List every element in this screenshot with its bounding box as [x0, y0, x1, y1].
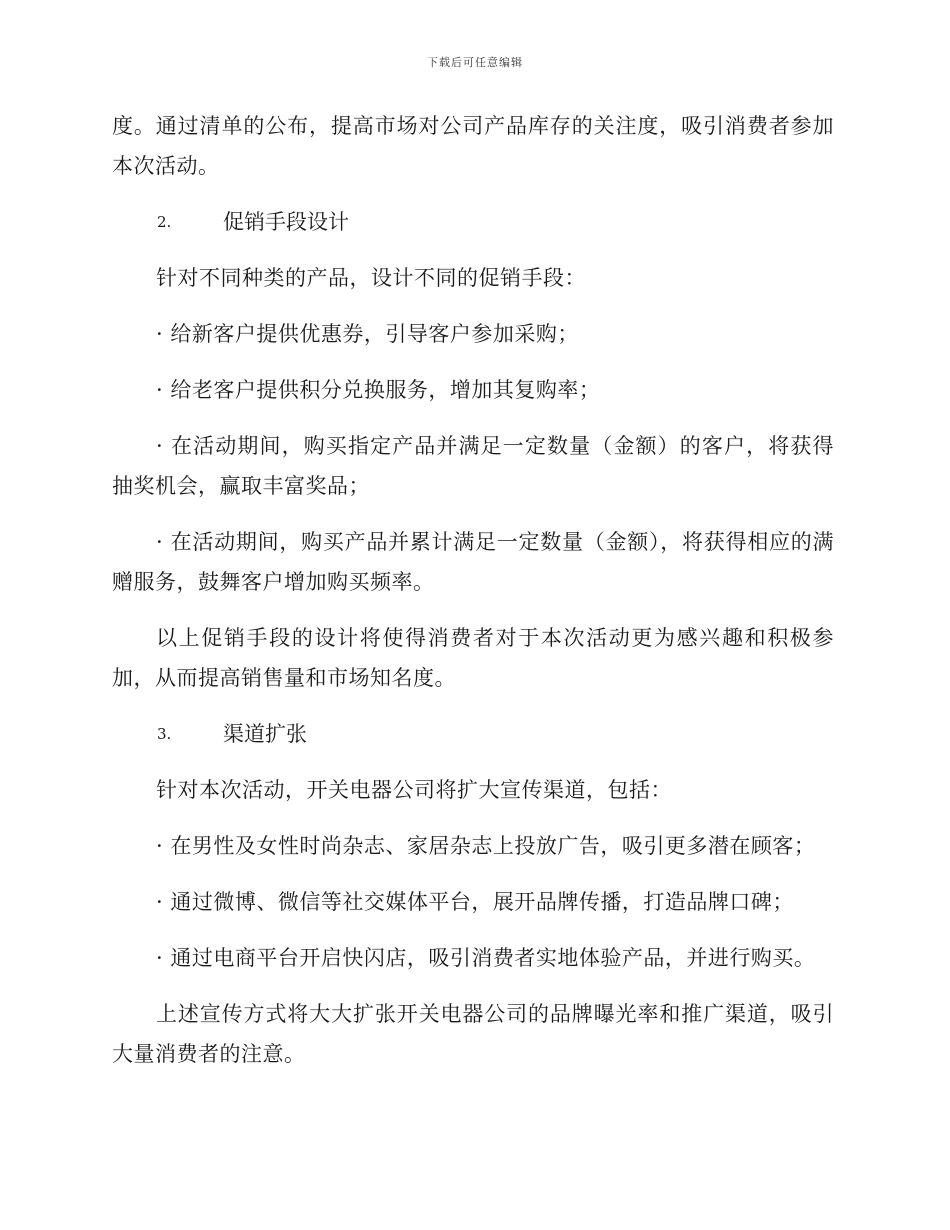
page-header: 下载后可任意编辑	[427, 56, 523, 69]
list-item: · 在活动期间，购买产品并累计满足一定数量（金额），将获得相应的满赠服务，鼓舞客户增加购买频率。	[112, 530, 834, 594]
list-item: · 在男性及女性时尚杂志、家居杂志上投放广告，吸引更多潜在顾客；	[156, 834, 816, 858]
section-title: 促销手段设计	[223, 210, 349, 234]
list-item: · 在活动期间，购买指定产品并满足一定数量（金额）的客户，将获得抽奖机会，赢取丰富奖品；	[112, 434, 834, 498]
paragraph-intro-tail: 度。通过清单的公布，提高市场对公司产品库存的关注度，吸引消费者参加本次活动。	[112, 114, 834, 178]
paragraph-section3-intro: 针对本次活动，开关电器公司将扩大宣传渠道，包括：	[156, 778, 672, 802]
paragraph-section3-summary: 上述宣传方式将大大扩张开关电器公司的品牌曝光率和推广渠道，吸引大量消费者的注意。	[112, 1002, 834, 1066]
list-item: · 给新客户提供优惠券，引导客户参加采购；	[156, 322, 579, 346]
section-number: 2.	[157, 213, 172, 231]
section-heading-3	[112, 714, 834, 754]
list-item: · 通过微博、微信等社交媒体平台，展开品牌传播，打造品牌口碑；	[156, 890, 794, 914]
list-item: · 通过电商平台开启快闪店，吸引消费者实地体验产品，并进行购买。	[156, 946, 816, 970]
list-item: · 给老客户提供积分兑换服务，增加其复购率；	[156, 378, 601, 402]
paragraph-section2-summary: 以上促销手段的设计将使得消费者对于本次活动更为感兴趣和积极参加，从而提高销售量和市场知名度。	[112, 626, 834, 690]
section-title: 渠道扩张	[223, 722, 307, 746]
document-body	[112, 106, 834, 1090]
paragraph-section2-intro: 针对不同种类的产品，设计不同的促销手段：	[156, 266, 586, 290]
section-heading-2	[112, 202, 834, 242]
section-number: 3.	[157, 725, 172, 743]
